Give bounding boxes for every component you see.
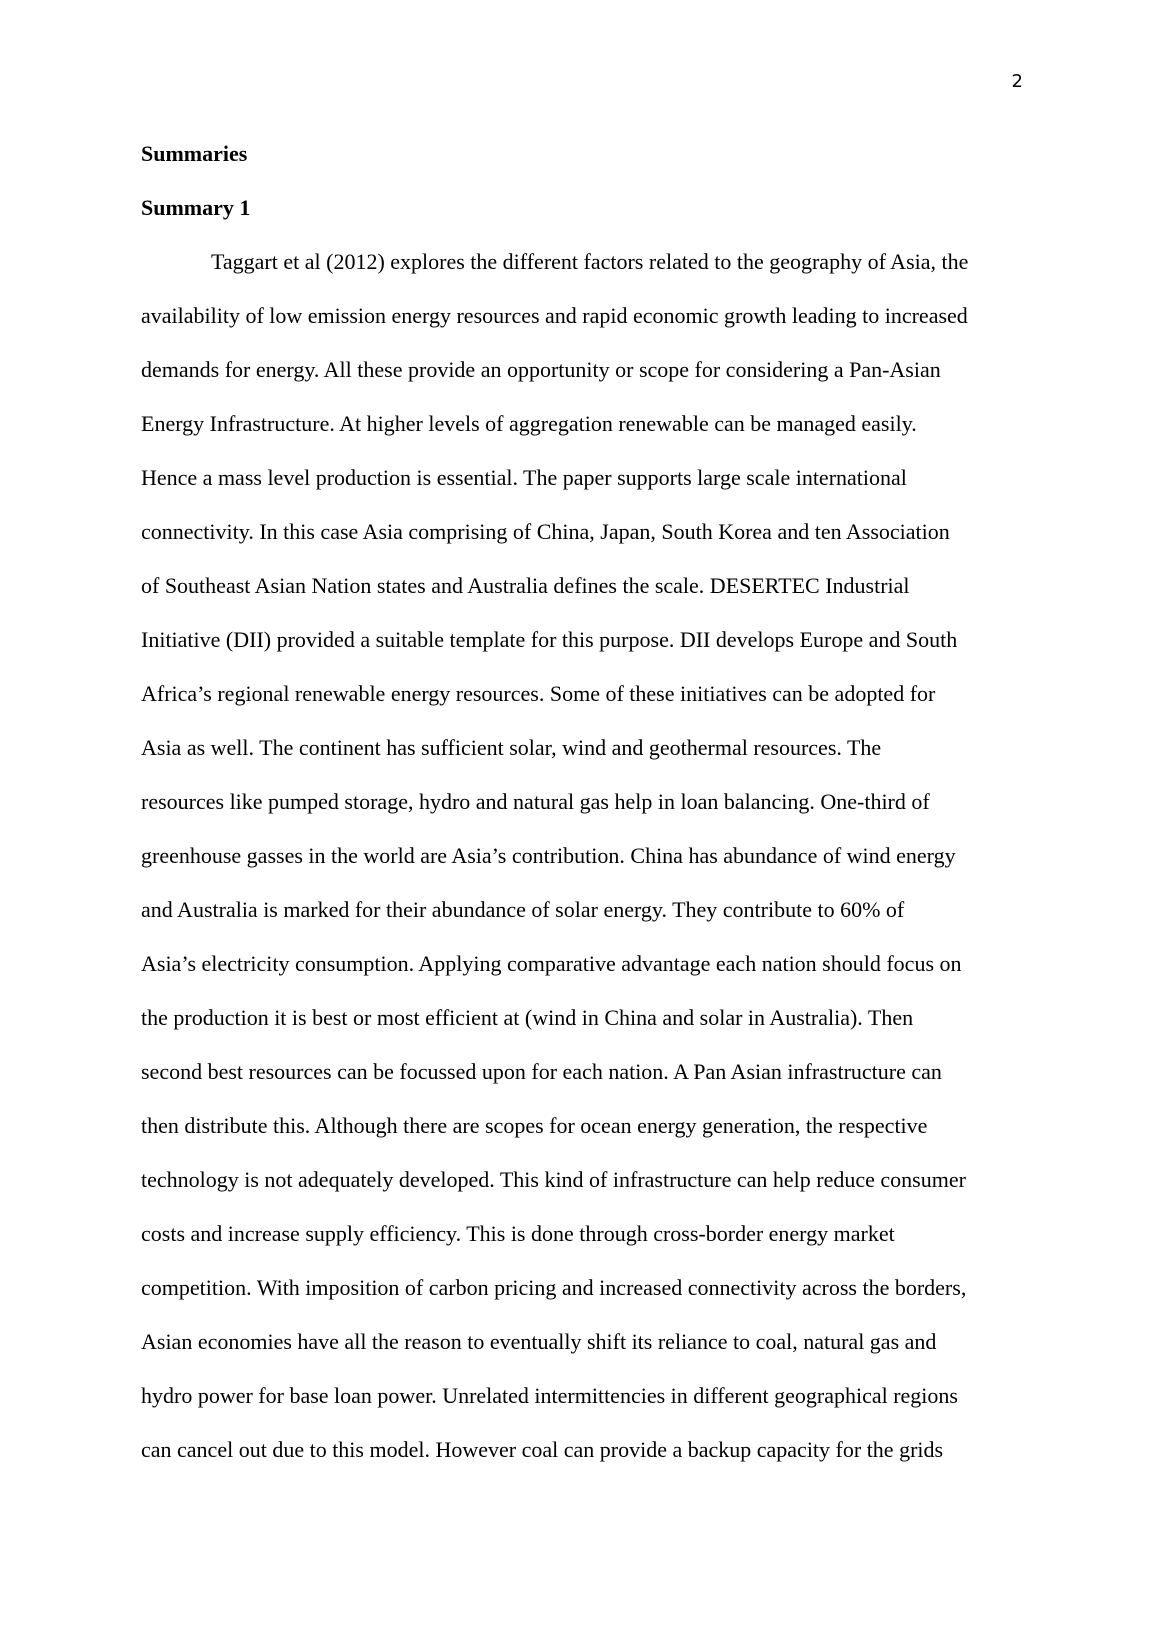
paragraph-line: can cancel out due to this model. However coal can provide a backup capacity for the grids [141,1437,944,1462]
paragraph-line: resources like pumped storage, hydro and natural gas help in loan balancing. One-third of [141,789,930,814]
paragraph-line: Hence a mass level production is essential. The paper supports large scale international [141,465,907,490]
paragraph-line: and Australia is marked for their abundance of solar energy. They contribute to 60% of [141,897,905,922]
paragraph-line: greenhouse gasses in the world are Asia’s contribution. China has abundance of wind energy [141,843,956,868]
paragraph-line: Taggart et al (2012) explores the different factors related to the geography of Asia, the [211,249,969,274]
paragraph-line: the production it is best or most efficient at (wind in China and solar in Australia). Then [141,1005,914,1030]
paragraph-line: competition. With imposition of carbon pricing and increased connectivity across the borders, [141,1275,967,1300]
paragraph-line: Asia’s electricity consumption. Applying comparative advantage each nation should focus on [141,951,962,976]
paragraph-line: demands for energy. All these provide an opportunity or scope for considering a Pan-Asian [141,357,941,382]
paragraph-line: of Southeast Asian Nation states and Australia defines the scale. DESERTEC Industrial [141,573,910,598]
paragraph-line: then distribute this. Although there are scopes for ocean energy generation, the respective [141,1113,928,1138]
paragraph-line: hydro power for base loan power. Unrelated intermittencies in different geographical regions [141,1383,958,1408]
paragraph-line: connectivity. In this case Asia comprising of China, Japan, South Korea and ten Association [141,519,950,544]
paragraph-line: availability of low emission energy resources and rapid economic growth leading to increased [141,303,968,328]
subsection-heading: Summary 1 [141,195,251,220]
paragraph-line: Energy Infrastructure. At higher levels of aggregation renewable can be managed easily. [141,411,917,436]
page-number: 2 [1011,71,1023,92]
paragraph-line: Asian economies have all the reason to eventually shift its reliance to coal, natural gas and [141,1329,937,1354]
summary-paragraph [141,242,1031,1484]
paragraph-line: Initiative (DII) provided a suitable template for this purpose. DII develops Europe and South [141,627,958,652]
paragraph-line: technology is not adequately developed. This kind of infrastructure can help reduce consumer [141,1167,966,1192]
paragraph-line: costs and increase supply efficiency. This is done through cross-border energy market [141,1221,895,1246]
paragraph-line: second best resources can be focussed upon for each nation. A Pan Asian infrastructure can [141,1059,942,1084]
section-heading: Summaries [141,141,248,166]
paragraph-line: Africa’s regional renewable energy resources. Some of these initiatives can be adopted for [141,681,936,706]
paragraph-line: Asia as well. The continent has sufficient solar, wind and geothermal resources. The [141,735,882,760]
